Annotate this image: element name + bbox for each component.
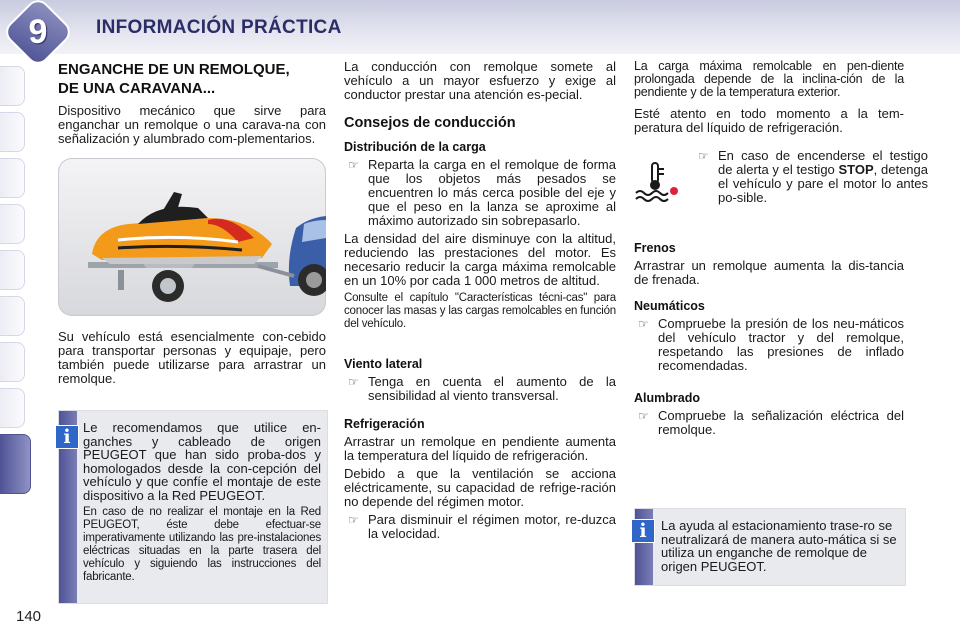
bullet-wind: ☞ Tenga en cuenta el aumento de la sensibilidad al viento transversal. [348, 374, 616, 403]
chapter-tab[interactable] [0, 342, 25, 382]
subheading-load: Distribución de la carga [344, 140, 486, 154]
trailer-jetski-icon [58, 158, 326, 316]
column-3 [634, 59, 928, 441]
pointing-hand-icon: ☞ [348, 158, 359, 172]
density-paragraph: La densidad del aire disminuye con la altitud, reduciendo las prestaciones del motor. Es necesario reducir la carga máxima remolcable en un 10% por cada 1 000 metros de altitud. [344, 231, 616, 288]
chapter-tab[interactable] [0, 158, 25, 198]
chapter-tab-active[interactable] [0, 434, 31, 494]
intro-paragraph: Dispositivo mecánico que sirve para enganchar un remolque o una carava-na con señalización y alumbrado com-plementarios. [58, 103, 326, 146]
column-2 [344, 60, 616, 545]
chapter-tab[interactable] [0, 112, 25, 152]
bullet-lighting: ☞ Compruebe la señalización eléctrica del remolque. [638, 408, 904, 437]
brakes-paragraph: Arrastrar un remolque aumenta la dis-tancia de frenada. [634, 258, 904, 287]
trailer-jetski-illustration [58, 158, 326, 316]
chapter-tab[interactable] [0, 204, 25, 244]
subheading-wind: Viento lateral [344, 357, 423, 371]
attention-paragraph: Esté atento en todo momento a la tem-peratura del líquido de refrigeración. [634, 106, 904, 135]
cooling-paragraph-1: Arrastrar un remolque en pendiente aumenta la temperatura del líquido de refrigeración. [344, 434, 616, 463]
subheading-tyres: Neumáticos [634, 299, 705, 313]
column-1 [58, 60, 326, 390]
chapter-tab[interactable] [0, 388, 25, 428]
pointing-hand-icon: ☞ [638, 317, 649, 331]
section-heading: Consejos de conducción [344, 115, 516, 131]
chapter-number: 9 [28, 12, 48, 51]
info-text: La ayuda al estacionamiento trase-ro se neutralizará de manera auto-mática si se utiliza un enganche de remolque de origen PEUGEOT. [661, 518, 897, 574]
chapter-tab[interactable] [0, 296, 25, 336]
consult-paragraph: Consulte el capítulo "Características técni-cas" para conocer las masas y las cargas remolcables en función del vehículo. [344, 292, 616, 330]
bullet-cooling: ☞ Para disminuir el régimen motor, re-duzca la velocidad. [348, 512, 616, 541]
info-icon: i [55, 425, 79, 449]
pointing-hand-icon: ☞ [698, 149, 709, 163]
coolant-warning [634, 148, 928, 223]
subheading-cooling: Refrigeración [344, 417, 425, 431]
coolant-temperature-icon [634, 159, 678, 203]
page-number: 140 [16, 608, 42, 625]
pointing-hand-icon: ☞ [348, 513, 359, 527]
info-text: Le recomendamos que utilice en-ganches y cableado de origen PEUGEOT que han sido proba-dos y homologados desde la con-cepción del vehículo y que confíe el montaje de este dispositivo a la Red PEUGEOT. En caso de no realizar el montaje en la Red PEUGEOT, éste debe efectuar-se imperativamente utilizando las pre-instalaciones eléctricas situadas en la parte trasera del vehículo y siguiendo las instrucciones del fabricante. [83, 420, 321, 583]
section-title: ENGANCHE DE UN REMOLQUE, DE UNA CARAVANA... [58, 61, 290, 97]
subheading-lighting: Alumbrado [634, 391, 700, 405]
info-icon: i [631, 519, 655, 543]
chapter-tab[interactable] [0, 66, 25, 106]
page-title: INFORMACIÓN PRÁCTICA [96, 17, 342, 38]
bullet-load: ☞ Reparta la carga en el remolque de forma que los objetos más pesados se encuentren lo más cerca posible del eje y que el peso en la lanza se aproxime al máximo autorizado sin sobrepasarlo. [348, 157, 616, 228]
pointing-hand-icon: ☞ [638, 409, 649, 423]
bullet-tyres: ☞ Compruebe la presión de los neu-máticos del vehículo tractor y del remolque, respetando las presiones de inflado recomendadas. [638, 316, 904, 373]
usage-paragraph: Su vehículo está esencialmente con-cebido para transportar personas y equipaje, pero también puede utilizarse para arrastrar un remolque. [58, 329, 326, 386]
chapter-tab[interactable] [0, 250, 25, 290]
intro-paragraph: La conducción con remolque somete al vehículo a un mayor esfuerzo y exige al conductor prestar una atención es-pecial. [344, 59, 616, 102]
info-box-parking-aid [634, 508, 906, 586]
max-load-paragraph: La carga máxima remolcable en pen-diente prolongada depende de la inclina-ción de la pendiente y de la temperatura exterior. [634, 59, 904, 99]
info-box-recommendation [58, 410, 328, 604]
pointing-hand-icon: ☞ [348, 375, 359, 389]
chapter-tabs [0, 66, 30, 500]
subheading-brakes: Frenos [634, 241, 676, 255]
bullet-coolant-warning: ☞ En caso de encenderse el testigo de alerta y el testigo STOP, detenga el vehículo y pare el motor lo antes po-sible. [698, 148, 928, 205]
cooling-paragraph-2: Debido a que la ventilación se acciona eléctricamente, su capacidad de refrige-ración no depende del régimen motor. [344, 466, 616, 509]
